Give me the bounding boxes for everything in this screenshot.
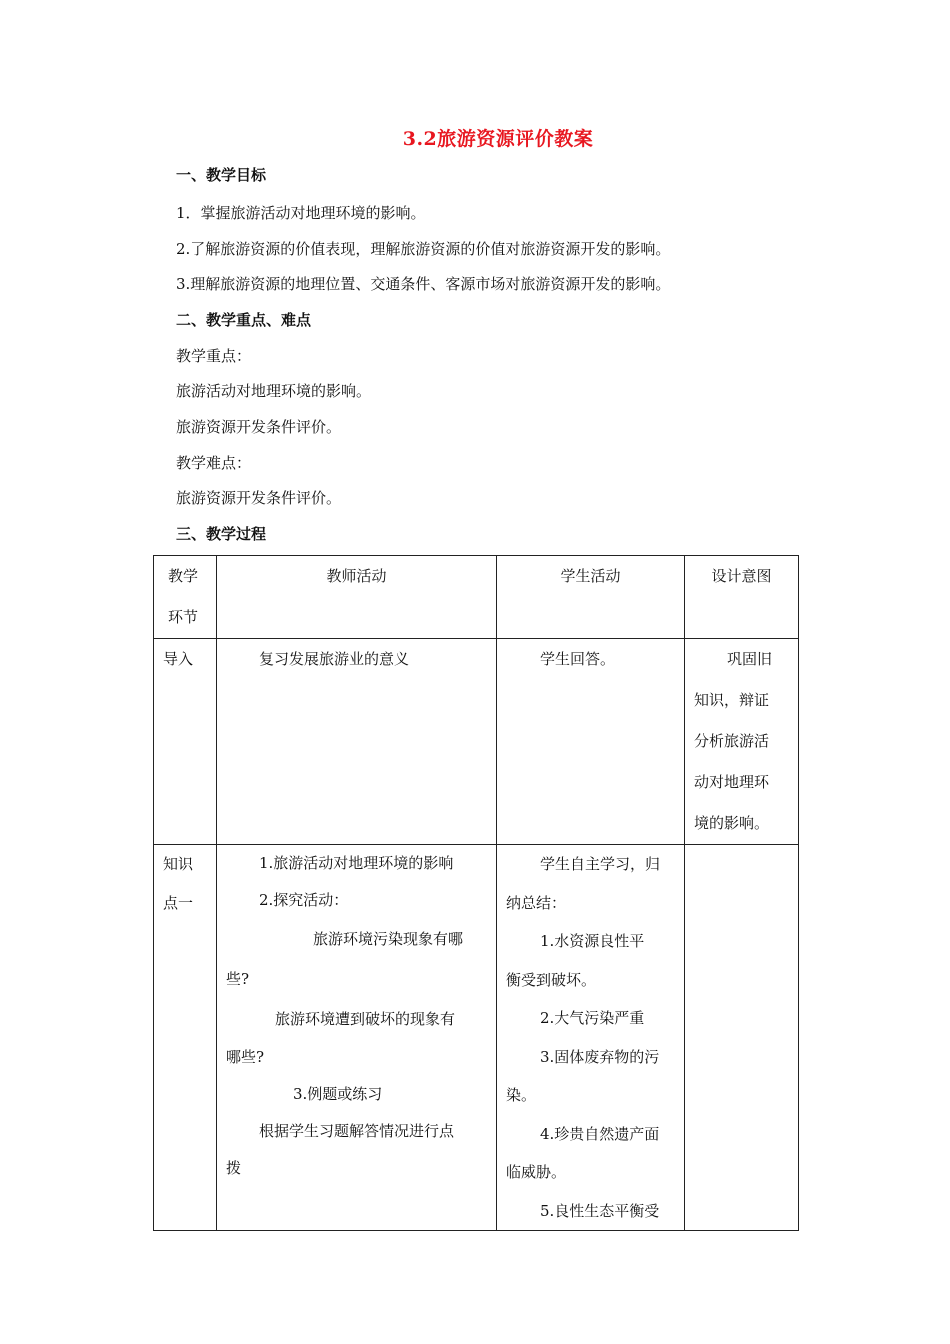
student-text: 3.固体废弃物的污: [540, 1047, 660, 1066]
page-title: 3.2旅游资源评价教案: [402, 128, 594, 150]
header-student-label: 学生活动: [560, 567, 621, 585]
objective-item: 3.理解旅游资源的地理位置、交通条件、客源市场对旅游资源开发的影响。: [176, 275, 671, 293]
student-text: 纳总结：: [506, 893, 567, 912]
header-design: [685, 556, 799, 639]
row-stage: [154, 845, 217, 1231]
teacher-text: 拨: [226, 1159, 242, 1177]
teacher-text: 复习发展旅游业的意义: [259, 650, 410, 668]
stage-text: 点一: [163, 894, 194, 912]
header-stage-line: 环节: [168, 608, 199, 626]
student-text: 学生自主学习，归: [540, 855, 661, 873]
stage-text: 知识: [163, 855, 194, 873]
key-points-label: 教学重点：: [176, 347, 252, 365]
student-text: 临威胁。: [506, 1163, 567, 1181]
student-text: 衡受到破坏。: [506, 970, 597, 989]
section-heading-focus: 二、教学重点、难点: [176, 311, 312, 329]
design-text: 知识，辩证: [694, 691, 770, 709]
difficult-points-label: 教学难点：: [176, 454, 252, 472]
row-student: [497, 845, 685, 1231]
design-text: 巩固旧: [727, 650, 773, 668]
student-text: 2.大气污染严重: [540, 1009, 645, 1027]
header-stage: [154, 556, 217, 639]
key-point-item: 旅游活动对地理环境的影响。: [176, 382, 372, 400]
header-teacher: [217, 556, 497, 639]
student-text: 4.珍贵自然遗产面: [540, 1124, 660, 1143]
objective-item: 2.了解旅游资源的价值表现，理解旅游资源的价值对旅游资源开发的影响。: [176, 240, 671, 258]
teacher-text: 3.例题或练习: [293, 1085, 383, 1103]
header-stage-line: 教学: [168, 567, 199, 585]
teacher-text: 哪些?: [226, 1048, 265, 1066]
teacher-text: 2.探究活动：: [259, 891, 349, 909]
header-student: [497, 556, 685, 639]
table-row: [154, 845, 799, 1231]
student-text: 学生回答。: [540, 650, 616, 668]
teacher-text: 旅游环境污染现象有哪: [313, 930, 464, 948]
design-text: 动对地理环: [694, 773, 770, 791]
row-teacher: [217, 639, 497, 845]
row-design: [685, 845, 799, 1231]
row-teacher: [217, 845, 497, 1231]
section-heading-objectives: 一、教学目标: [176, 166, 267, 184]
student-text: 5.良性生态平衡受: [540, 1201, 660, 1220]
student-text: 1.水资源良性平: [540, 932, 645, 950]
teacher-text: 根据学生习题解答情况进行点: [259, 1122, 455, 1140]
header-teacher-label: 教师活动: [326, 567, 387, 585]
row-stage: [154, 639, 217, 845]
student-text: 染。: [506, 1086, 537, 1104]
table-header-row: [154, 556, 799, 639]
difficult-point-item: 旅游资源开发条件评价。: [176, 489, 342, 507]
teacher-text: 些?: [226, 970, 250, 988]
teacher-text: 旅游环境遭到破坏的现象有: [275, 1010, 456, 1028]
teacher-text: 1.旅游活动对地理环境的影响: [259, 854, 454, 872]
stage-text: 导入: [163, 650, 194, 668]
table-row: [154, 639, 799, 845]
design-text: 分析旅游活: [694, 732, 770, 750]
key-point-item: 旅游资源开发条件评价。: [176, 418, 342, 436]
teaching-process-table: [153, 555, 799, 1231]
row-design: [685, 639, 799, 845]
header-design-label: 设计意图: [711, 567, 772, 585]
section-heading-process: 三、教学过程: [176, 525, 267, 543]
objective-item: 1．掌握旅游活动对地理环境的影响。: [176, 204, 426, 222]
row-student: [497, 639, 685, 845]
design-text: 境的影响。: [694, 814, 770, 832]
